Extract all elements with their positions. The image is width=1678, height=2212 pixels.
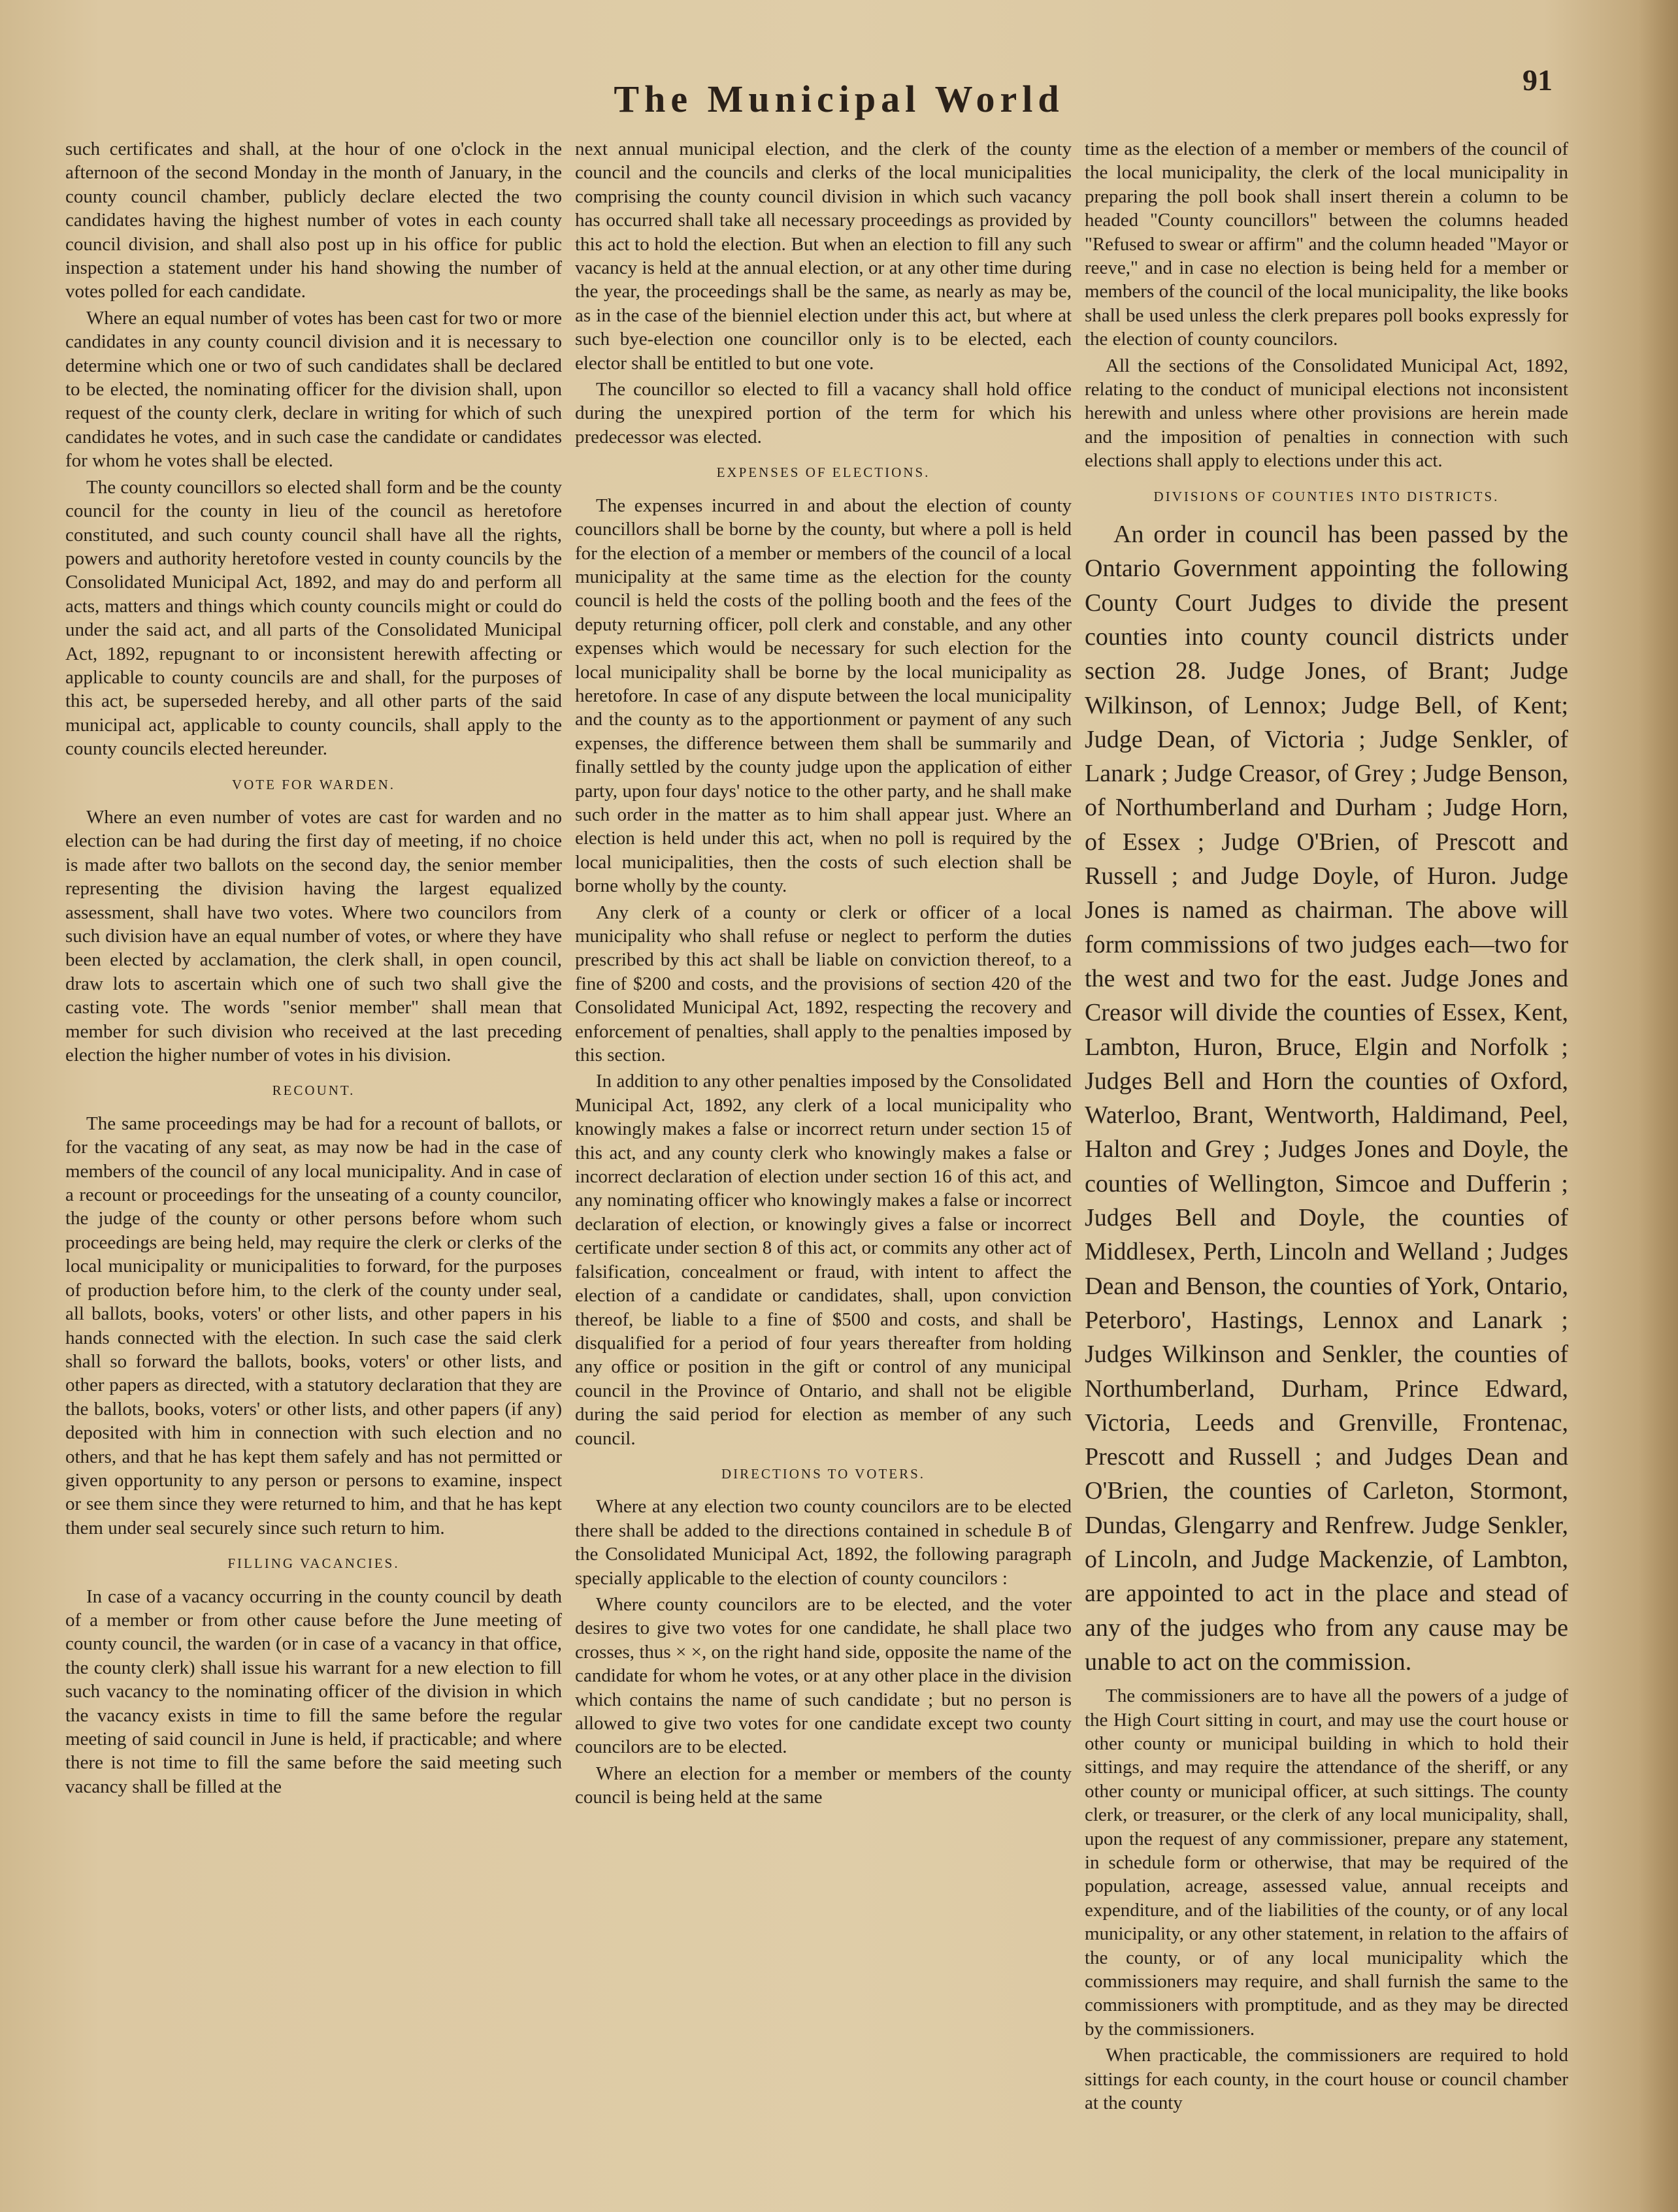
paragraph: such certificates and shall, at the hour of one o'clock in the afternoon of the second Monday in the month of January, in the county council chamber, publicly declare elected the two candidates having the highest number of votes in each county council division, and shall also post up in his office for public inspection a statement under his hand showing the number of votes polled for each candidate. xyxy=(65,138,562,302)
paragraph: Any clerk of a county or clerk or officer of a local municipality who shall refuse or neglect to perform the duties prescribed by this act shall be liable on conviction thereof, to a fine of $200 and costs, and the provisions of section 420 of the Consolidated Municipal Act, 1892, respecting the recovery and enforcement of penalties, shall apply to the penalties imposed by this section. xyxy=(575,902,1072,1066)
paragraph: The councillor so elected to fill a vacancy shall hold office during the unexpired portion of the term for which his predecessor was elected. xyxy=(575,379,1072,447)
paragraph: next annual municipal election, and the clerk of the county council and the councils and clerks of the local municipalities comprising the county council division in which such vacancy has occurred shall take all necessary proceedings as provided by this act to hold the election. But when an election to fill any such vacancy is held at the annual election, or at any other time during the year, the proceedings shall be the same, as nearly as may be, as in the case of the bienniel election under this act, but where at such bye-election one councillor only is to be elected, each elector shall be entitled to but one vote. xyxy=(575,138,1072,374)
paragraph: In case of a vacancy occurring in the county council by death of a member or from other cause before the June meeting of county council, the warden (or in case of a vacancy in that office, the county clerk) shall issue his warrant for a new election to fill such vacancy to the nominating officer of the division in which the vacancy exists in time to fill the same before the regular meeting of said council in June is held, if practicable; and where there is not time to fill the same before the said meeting such vacancy shall be filled at the xyxy=(65,1586,562,1797)
paragraph: The county councillors so elected shall form and be the county council for the county in lieu of the council as heretofore constituted, and such county council shall have all the rights, powers and authority heretofore vested in county councils by the Consolidated Municipal Act, 1892, and may do and perform all acts, matters and things which county councils might or could do under the said act, and all parts of the Consolidated Municipal Act, 1892, repugnant to or inconsistent herewith affecting or applicable to county councils are and shall, for the purposes of this act, be superseded hereby, and all other parts of the said municipal act, applicable to county councils, shall apply to the county councils elected hereunder. xyxy=(65,476,563,760)
section-heading: DIVISIONS OF COUNTIES INTO DISTRICTS. xyxy=(1153,488,1500,504)
column-left xyxy=(65,137,562,1801)
section-heading: VOTE FOR WARDEN. xyxy=(231,776,396,792)
paragraph: Where at any election two county councilors are to be elected there shall be added to the directions contained in schedule B of the Consolidated Municipal Act, 1892, the following paragraph specially applicable to the election of county councilors : xyxy=(575,1496,1072,1589)
paragraph: Where an equal number of votes has been cast for two or more candidates in any county council division and it is necessary to determine which one or two of such candidates shall be declared to be elected, the nominating officer for the division shall, upon request of the county clerk, declare in writing for which of such candidates he votes, and in such case the candidate or candidates for whom he votes shall be elected. xyxy=(65,307,562,472)
section-heading: RECOUNT. xyxy=(272,1082,355,1099)
column-right xyxy=(1085,137,1568,2118)
masthead: The Municipal World xyxy=(614,78,1064,120)
paragraph: time as the election of a member or members of the council of the local municipality, the clerk of the local municipality in preparing the poll book shall insert therein a column to be headed "County councillors" between the columns headed "Refused to swear or affirm" and the column headed "Mayor or reeve," and in case no election is being held for a member or members of the council of the local municipality, the like books shall be used unless the clerk prepares poll books expressly for the election of county councilors. xyxy=(1085,138,1568,350)
paragraph: Where an election for a member or members of the county council is being held at the same xyxy=(575,1763,1072,1808)
section-heading: EXPENSES OF ELECTIONS. xyxy=(716,464,930,481)
binding-shadow xyxy=(1639,0,1678,2212)
lead-article xyxy=(1085,517,1568,1679)
paragraph: The same proceedings may be had for a recount of ballots, or for the vacating of any seat, as may now be had in the case of members of the council of any local municipality. And in case of a recount or proceedings for the unseating of a county councilor, the judge of the county or other persons before whom such proceedings are being held, may require the clerk or clerks of the local municipality or municipalities to forward, for the purposes of production before him, to the clerk of the county under seal, all ballots, books, voters' or other lists, and other papers in his hands connected with the election. In such case the said clerk shall so forward the ballots, books, voters' or other lists, and other papers as directed, with a statutory declaration that they are the ballots, books, voters' or other lists, and other papers (if any) deposited with him in connection with such election and no others, and that he has kept them safely and has not permitted or given opportunity to any person or persons to examine, inspect or see them since they were returned to him, and that he has kept them under seal securely since such return to him. xyxy=(65,1113,562,1538)
section-heading: FILLING VACANCIES. xyxy=(227,1555,400,1572)
paragraph: In addition to any other penalties imposed by the Consolidated Municipal Act, 1892, any clerk of a local municipality who knowingly makes a false or incorrect return under section 15 of this act, and any county clerk who knowingly makes a false or incorrect declaration of election under section 16 of this act, and any nominating officer who knowingly makes a false or incorrect declaration of election, or knowingly gives a false or incorrect certificate under section 8 of this act, or commits any other act of falsification, concealment or fraud, with intent to affect the election of a candidate or candidates, shall, upon conviction thereof, be liable to a fine of $500 and costs, and shall be disqualified for a period of four years thereafter from holding any office or position in the gift or control of any municipal council in the Province of Ontario, and shall not be eligible during the said period for election as member of any such council. xyxy=(575,1071,1072,1449)
paragraph: All the sections of the Consolidated Municipal Act, 1892, relating to the conduct of municipal elections not inconsistent herewith and unless where other provisions are herein made and the imposition of penalties in connection with such elections shall apply to elections under this act. xyxy=(1085,355,1568,472)
section-heading: DIRECTIONS TO VOTERS. xyxy=(721,1465,926,1482)
paragraph: The expenses incurred in and about the election of county councillors shall be borne by the county, but where a poll is held for the election of a member or members of the council of a local municipality at the same time as the election for the county council is held the costs of the polling booth and the fees of the deputy returning officer, poll clerk and constable, and any other expenses which would be necessary for such election for the local municipality shall be borne by the local municipality as heretofore. In case of any dispute between the local municipality and the county as to the apportionment or payment of any such expenses, the difference between them shall be summarily and finally settled by the county judge upon the application of either party, upon four days' notice to the other party, and he shall make such order in the matter as to him shall appear just. Where an election is held under this act, when no poll is required by the local municipalities, then the costs of such election shall be borne wholly by the county. xyxy=(575,495,1072,897)
page-number: 91 xyxy=(1522,63,1553,97)
paragraph: Where an even number of votes are cast for warden and no election can be had during the first day of meeting, if no choice is made after two ballots on the second day, the senior member representing the division having the largest equalized assessment, shall have two votes. Where two councilors from such division have an equal number of votes, or where they have been elected by acclamation, the clerk shall, in open council, draw lots to ascertain which one of such two shall give the casting vote. The words "senior member" shall mean that member for such division who received at the last preceding election the higher number of votes in his division. xyxy=(65,806,562,1066)
paragraph: The commissioners are to have all the powers of a judge of the High Court sitting in court, and may use the court house or other county or municipal building in which to hold their sittings, and may require the attendance of the sheriff, or any other county or municipal officer, at such sittings. The county clerk, or treasurer, or the clerk of any local municipality, shall, upon the request of any commissioner, prepare any statement, in schedule form or otherwise, that may be required of the population, acreage, assessed value, annual receipts and expenditure, and of the liabilities of the county, or of any local municipality, or any other statement, in relation to the affairs of the county, or of any local municipality which the commissioners may require, and shall furnish the same to the commissioners with promptitude, and as they may be directed by the commissioners. xyxy=(1085,1685,1568,2040)
paragraph: Where county councilors are to be elected, and the voter desires to give two votes for one candidate, he shall place two crosses, thus × ×, on the right hand side, opposite the name of the candidate for whom he votes, or at any other place in the division which contains the name of such candidate ; but no person is allowed to give two votes for one candidate except two county councilors are to be elected. xyxy=(575,1593,1072,1758)
column-middle xyxy=(575,137,1072,1812)
paragraph: When practicable, the commissioners are required to hold sittings for each county, in the court house or council chamber at the county xyxy=(1085,2045,1568,2114)
paragraph: An order in council has been passed by the Ontario Government appointing the following County Court Judges to divide the present counties into county council districts under section 28. Judge Jones, of Brant; Judge Wilkinson, of Lennox; Judge Bell, of Kent; Judge Dean, of Victoria ; Judge Senkler, of Lanark ; Judge Creasor, of Grey ; Judge Benson, of Northumberland and Durham ; Judge Horn, of Essex ; Judge O'Brien, of Prescott and Russell ; and Judge Doyle, of Huron. Judge Jones is named as chairman. The above will form commissions of two judges each—two for the west and two for the east. Judge Jones and Creasor will divide the counties of Essex, Kent, Lambton, Huron, Bruce, Elgin and Norfolk ; Judges Bell and Horn the counties of Oxford, Waterloo, Brant, Wentworth, Haldimand, Peel, Halton and Grey ; Judges Jones and Doyle, the counties of Wellington, Simcoe and Dufferin ; Judges Bell and Doyle, the counties of Middlesex, Perth, Lincoln and Welland ; Judges Dean and Benson, the counties of York, Ontario, Peterboro', Hastings, Lennox and Lanark ; Judges Wilkinson and Senkler, the counties of Northumberland, Durham, Prince Edward, Victoria, Leeds and Grenville, Frontenac, Prescott and Russell ; and Judges Dean and O'Brien, the counties of Carleton, Stormont, Dundas, Glengarry and Renfrew. Judge Senkler, of Lincoln, and Judge Mackenzie, of Lambton, are appointed to act in the place and stead of any of the judges who from any cause may be unable to act on the commission. xyxy=(1085,521,1568,1676)
